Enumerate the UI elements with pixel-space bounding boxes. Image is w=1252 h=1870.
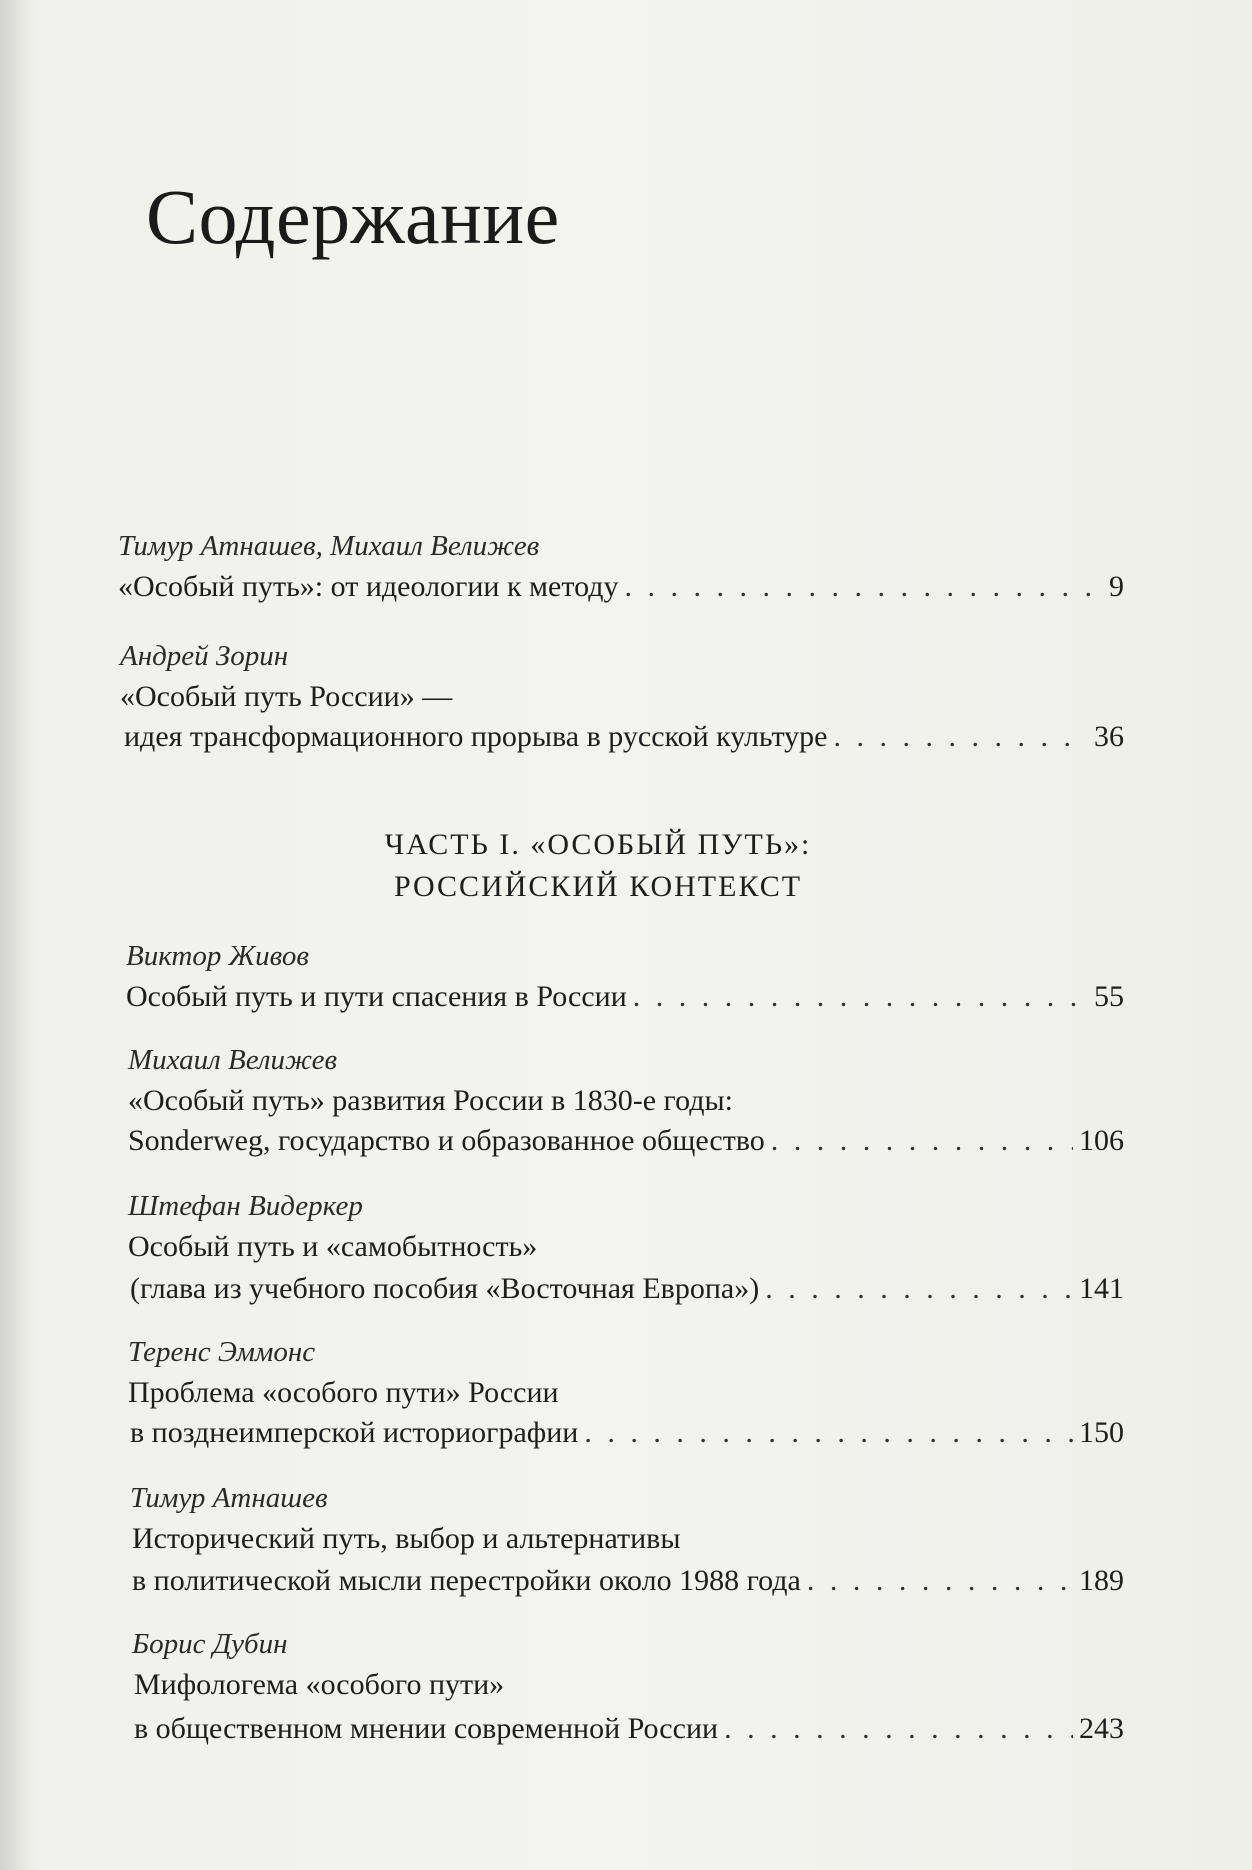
dot-leader [584,1416,1073,1450]
toc-entry-title-text: в общественном мнении современной России [134,1712,719,1745]
dot-leader [633,980,1088,1014]
toc-page-number: 9 [1109,570,1124,603]
toc-entry-title-line[interactable]: Мифологема «особого пути» [134,1668,505,1701]
toc-entry-title-line[interactable]: Особый путь и «самобытность» [128,1230,538,1263]
toc-entry-title[interactable] [132,1564,1124,1598]
toc-entry-title-line[interactable]: Исторический путь, выбор и альтернативы [132,1522,681,1555]
toc-entry-title[interactable] [134,1712,1124,1746]
toc-author: Штефан Видеркер [128,1190,363,1222]
toc-entry-title-line[interactable]: «Особый путь» развития России в 1830-е годы: [128,1084,733,1117]
toc-page-number: 55 [1094,980,1124,1013]
toc-page-number: 243 [1079,1712,1124,1745]
toc-author: Теренс Эммонс [128,1336,316,1368]
toc-author: Михаил Велижев [128,1044,338,1076]
toc-page-number: 106 [1079,1124,1124,1157]
toc-entry-title[interactable] [126,980,1124,1014]
toc-entry-title-text: идея трансформационного прорыва в русской культуре [124,720,828,753]
toc-page-number: 150 [1079,1416,1124,1449]
toc-entry-title-text: (глава из учебного пособия «Восточная Европа») [130,1272,760,1305]
toc-entry-title-text: в политической мысли перестройки около 1988 года [132,1564,801,1597]
toc-author: Тимур Атнашев [130,1482,328,1514]
dot-leader [771,1124,1073,1158]
dot-leader [834,720,1089,754]
toc-entry-title[interactable] [118,570,1124,604]
toc-author: Борис Дубин [132,1628,288,1660]
dot-leader [624,570,1103,604]
toc-author: Виктор Живов [126,940,309,972]
toc-entry-title-line[interactable]: Проблема «особого пути» России [128,1376,559,1409]
toc-entry-title-text: «Особый путь»: от идеологии к методу [118,570,619,603]
page-title: Содержание [146,173,560,260]
dot-leader [807,1564,1073,1598]
dot-leader [724,1712,1073,1746]
toc-author: Андрей Зорин [120,640,289,672]
toc-entry-title[interactable] [124,720,1124,754]
toc-entry-title[interactable] [128,1124,1124,1158]
part-heading-line2: РОССИЙСКИЙ КОНТЕКСТ [393,870,803,903]
toc-entry-title-text: Sonderweg, государство и образованное общество [128,1124,765,1157]
toc-entry-title-text: Особый путь и пути спасения в России [126,980,627,1013]
dot-leader [765,1272,1073,1306]
toc-page-number: 141 [1079,1272,1124,1305]
toc-author: Тимур Атнашев, Михаил Велижев [118,530,540,562]
toc-entry-title-text: в позднеимперской историографии [130,1416,579,1449]
part-heading-line1: ЧАСТЬ I. «ОСОБЫЙ ПУТЬ»: [384,828,812,861]
page-gutter-shadow [0,0,30,1870]
toc-page-number: 36 [1094,720,1124,753]
toc-entry-title[interactable] [130,1272,1124,1306]
toc-entry-title[interactable] [130,1416,1124,1450]
toc-page-number: 189 [1079,1564,1124,1597]
toc-entry-title-line[interactable]: «Особый путь России» — [120,680,453,713]
